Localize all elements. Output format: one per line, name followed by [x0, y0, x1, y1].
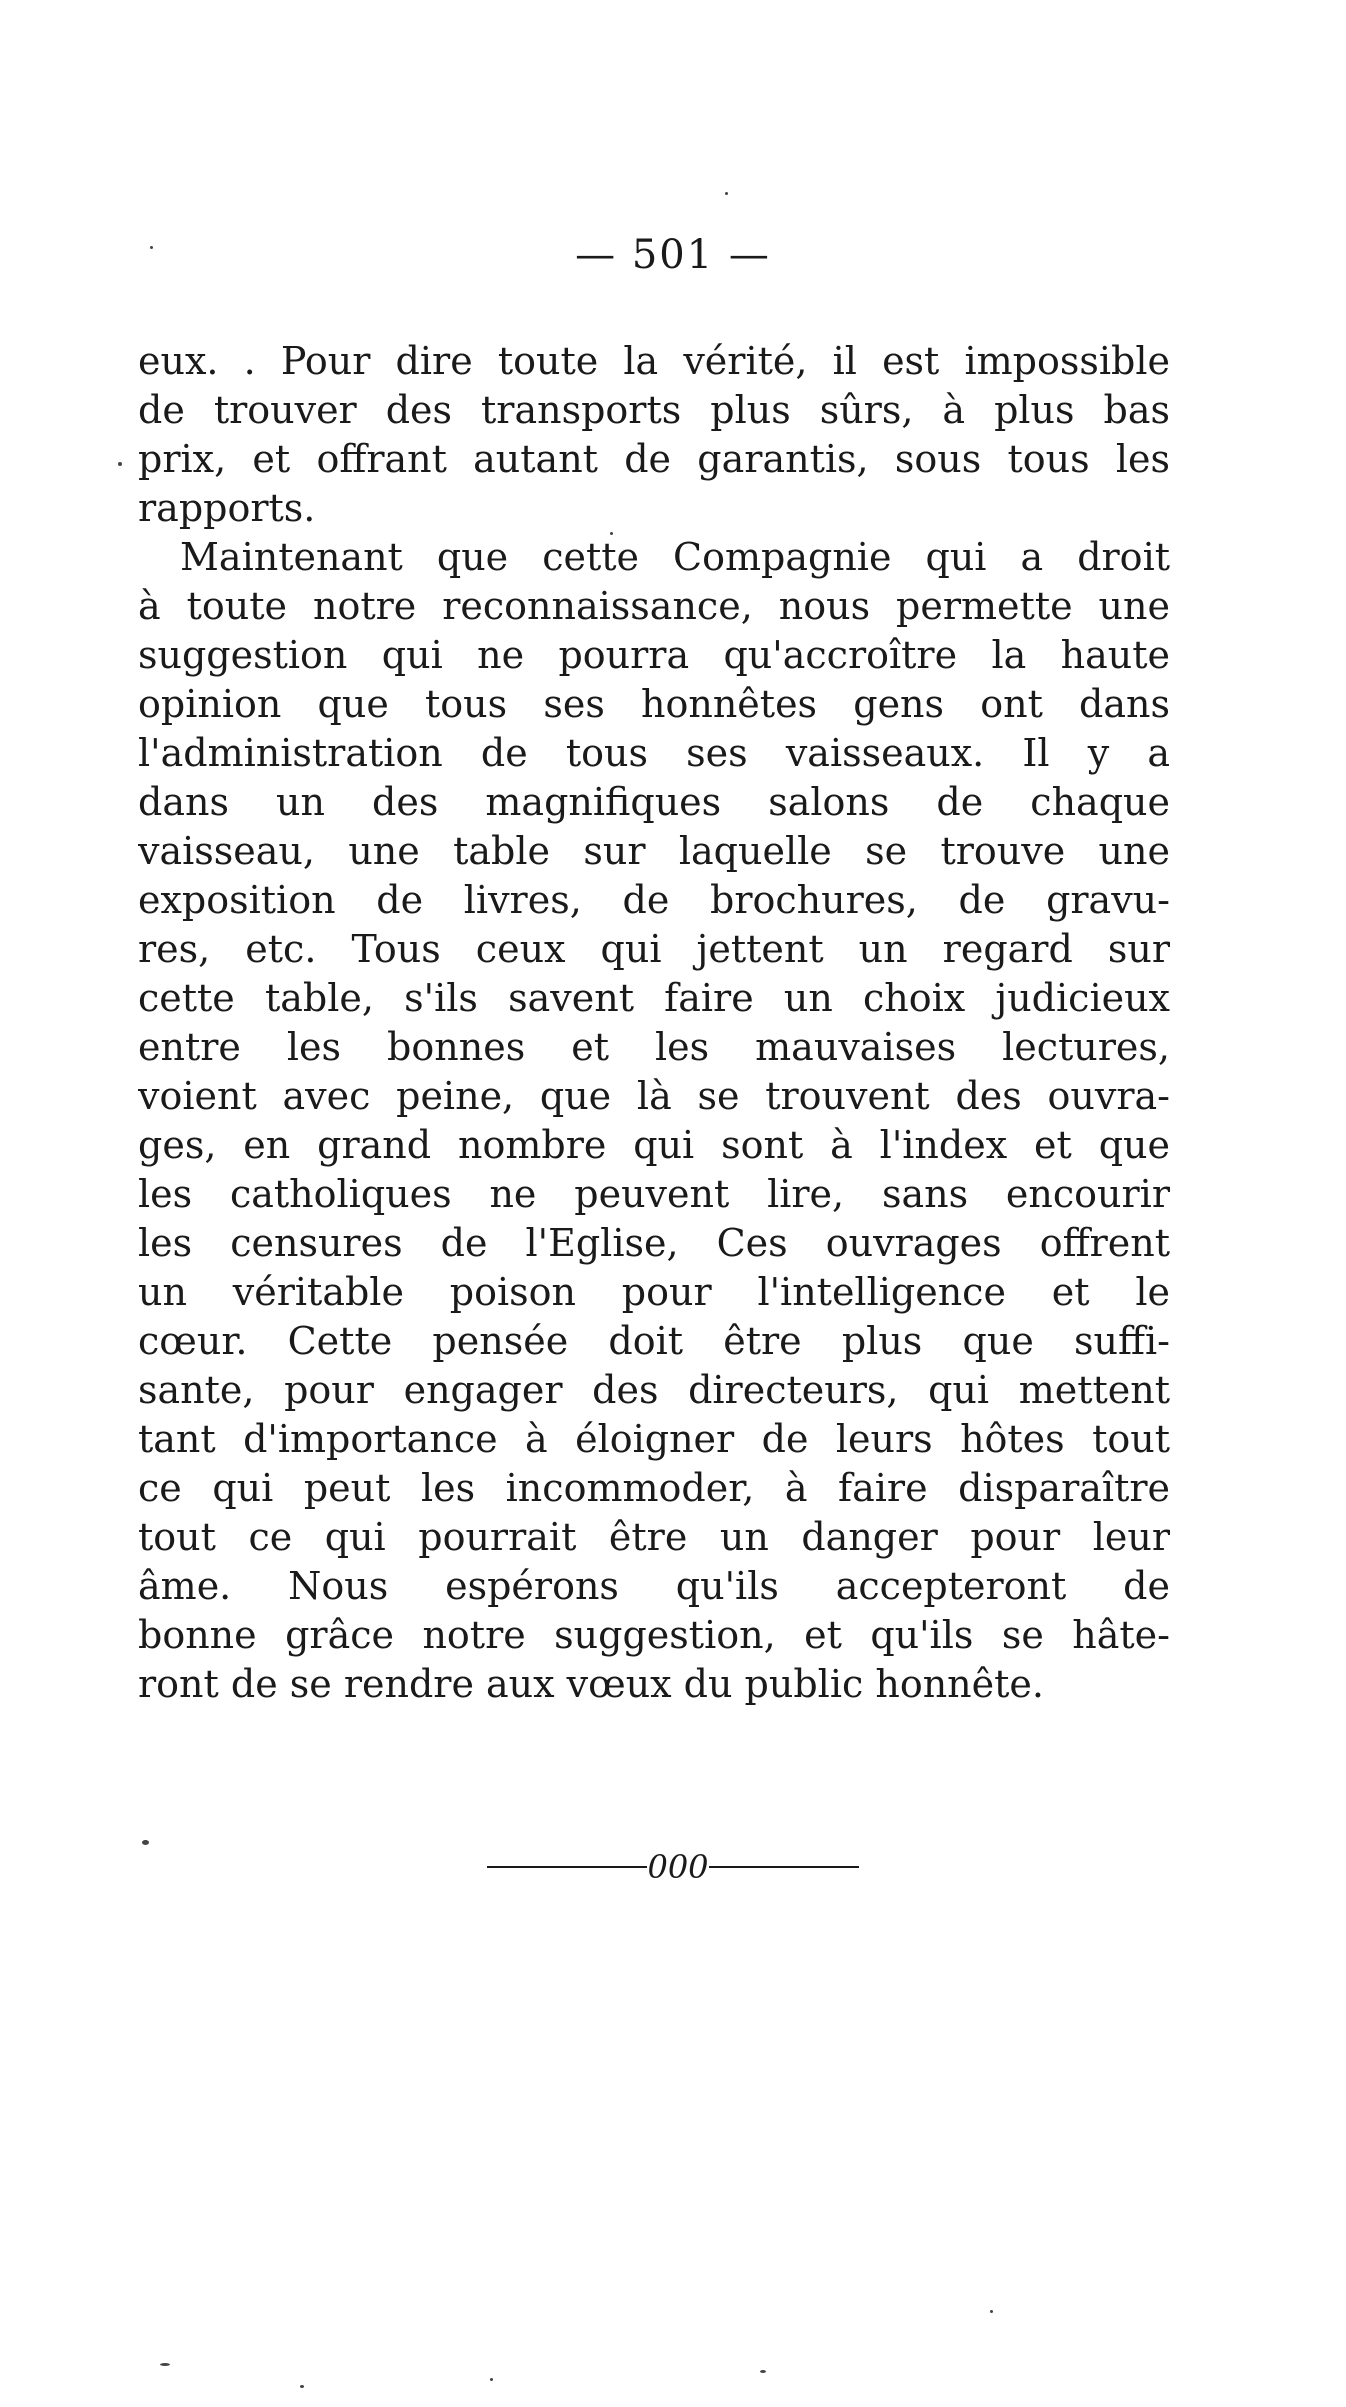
scan-speck: [725, 192, 728, 195]
scan-speck: [610, 532, 613, 535]
body-text: [138, 337, 1170, 1709]
text-line: eux. . Pour dire toute la vérité, il est impossible: [138, 339, 1170, 383]
text-line: cette table, s'ils savent faire un choix judicieux: [138, 976, 1170, 1020]
text-line: exposition de livres, de brochures, de gravu-: [138, 878, 1170, 922]
text-line: tout ce qui pourrait être un danger pour leur: [138, 1515, 1170, 1559]
scan-speck: [990, 2310, 993, 2313]
scan-speck: [160, 2363, 170, 2366]
text-line: cœur. Cette pensée doit être plus que suffi-: [138, 1319, 1170, 1363]
text-line: opinion que tous ses honnêtes gens ont dans: [138, 682, 1170, 726]
scan-speck: [118, 462, 122, 466]
section-separator: [0, 1848, 1346, 1886]
separator-ornament: 000: [647, 1848, 709, 1886]
text-line: rapports.: [138, 486, 316, 530]
scan-speck: [760, 2370, 766, 2373]
text-line: voient avec peine, que là se trouvent des ouvra-: [138, 1074, 1170, 1118]
scan-speck: [300, 2385, 304, 2388]
text-line: l'administration de tous ses vaisseaux. Il y a: [138, 731, 1170, 775]
text-line: vaisseau, une table sur laquelle se trouve une: [138, 829, 1170, 873]
separator-rule-left: [487, 1866, 647, 1868]
scan-speck: [150, 246, 153, 249]
text-line: tant d'importance à éloigner de leurs hôtes tout: [138, 1417, 1170, 1461]
scan-speck: [490, 2378, 493, 2381]
scan-speck: [142, 1840, 149, 1845]
text-line: dans un des magnifiques salons de chaque: [138, 780, 1170, 824]
separator-rule-right: [709, 1866, 859, 1868]
text-line: les catholiques ne peuvent lire, sans encourir: [138, 1172, 1170, 1216]
text-line: ges, en grand nombre qui sont à l'index et que: [138, 1123, 1170, 1167]
text-line: sante, pour engager des directeurs, qui mettent: [138, 1368, 1170, 1412]
text-line: un véritable poison pour l'intelligence et le: [138, 1270, 1170, 1314]
text-line: entre les bonnes et les mauvaises lectures,: [138, 1025, 1170, 1069]
text-line: ront de se rendre aux vœux du public honnête.: [138, 1662, 1044, 1706]
text-line: Maintenant que cette Compagnie qui a droit: [180, 535, 1170, 579]
text-line: res, etc. Tous ceux qui jettent un regard sur: [138, 927, 1170, 971]
text-line: les censures de l'Eglise, Ces ouvrages offrent: [138, 1221, 1170, 1265]
text-line: de trouver des transports plus sûrs, à plus bas: [138, 388, 1170, 432]
page-number: — 501 —: [575, 232, 771, 278]
text-line: ce qui peut les incommoder, à faire disparaître: [138, 1466, 1170, 1510]
text-line: bonne grâce notre suggestion, et qu'ils se hâte-: [138, 1613, 1170, 1657]
text-line: âme. Nous espérons qu'ils accepteront de: [138, 1564, 1170, 1608]
text-line: à toute notre reconnaissance, nous permette une: [138, 584, 1170, 628]
text-line: prix, et offrant autant de garantis, sous tous les: [138, 437, 1170, 481]
text-line: suggestion qui ne pourra qu'accroître la haute: [138, 633, 1170, 677]
